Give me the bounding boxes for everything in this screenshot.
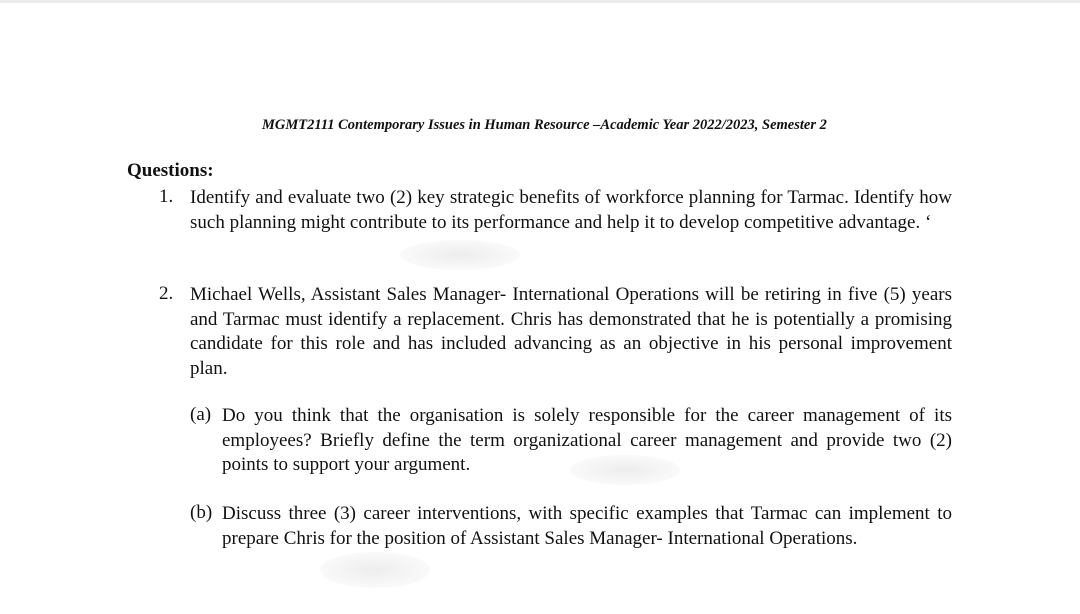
question-2a-label: (a) [190, 404, 212, 425]
top-border [0, 0, 1080, 3]
question-2b-text: Discuss three (3) career interventions, with specific examples that Tarmac can implement to prepare Chris for the position of Assistant Sales Manager- International Operations. [222, 503, 952, 549]
question-2-number: 2. [159, 283, 174, 304]
scan-smudge [320, 552, 430, 588]
question-1-number: 1. [159, 186, 174, 207]
question-1-text: Identify and evaluate two (2) key strategic benefits of workforce planning for Tarmac. Identify how such planning might contribute to its performance and help it to develop competitive advantage. ‘ [190, 187, 952, 233]
question-2a-text: Do you think that the organisation is solely responsible for the career management of its employees? Briefly define the term organizational career management and provide two (2) points to support your argument. [222, 405, 952, 475]
scan-smudge [400, 240, 520, 270]
document-header: MGMT2111 Contemporary Issues in Human Resource –Academic Year 2022/2023, Semester 2 [262, 117, 827, 133]
question-2-text: Michael Wells, Assistant Sales Manager- International Operations will be retiring in five (5) years and Tarmac must identify a replacement. Chris has demonstrated that he is potentially a promising candidate for this role and has included advancing as an objective in his personal improvement plan. [190, 284, 952, 379]
question-2b-label: (b) [190, 502, 213, 523]
scan-smudge [570, 455, 680, 485]
questions-heading: Questions: [127, 160, 214, 181]
